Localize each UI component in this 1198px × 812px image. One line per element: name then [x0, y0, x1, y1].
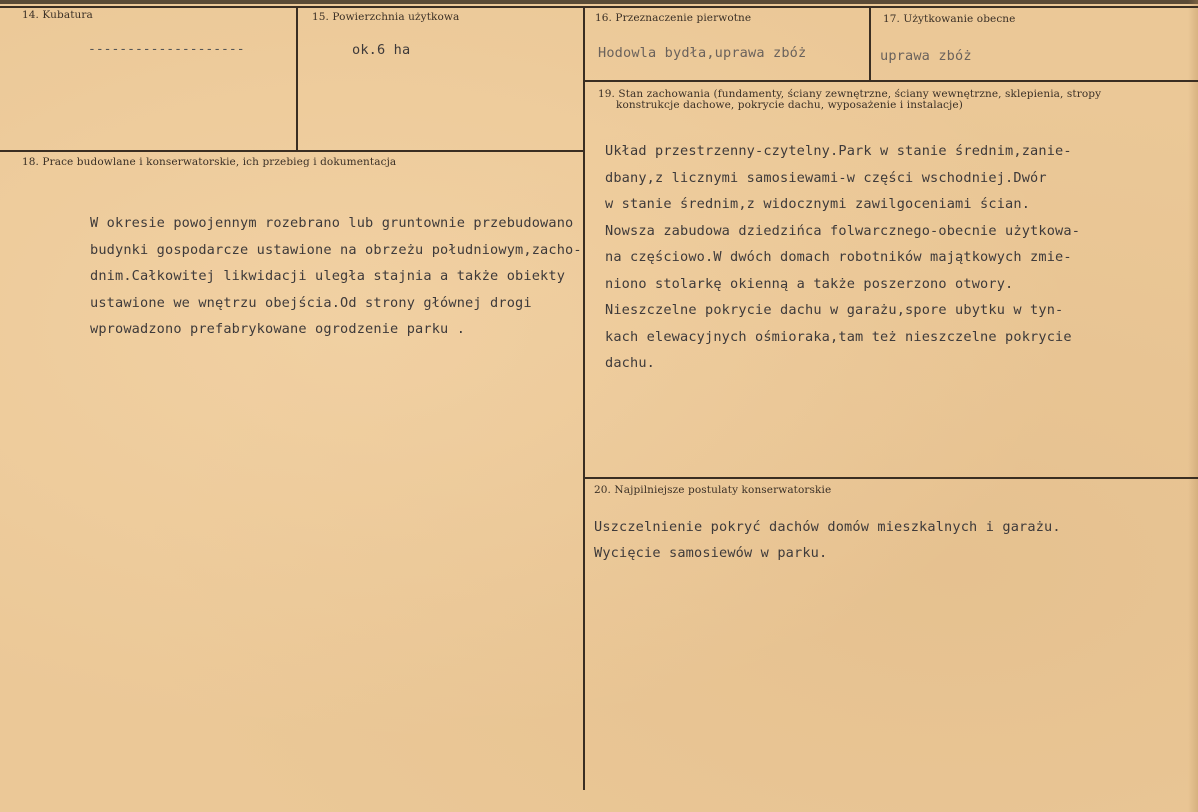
rule-above-20 [584, 477, 1198, 479]
field-19-line: w stanie średnim,z widocznymi zawilgoceniami ścian. [605, 196, 1031, 212]
field-16-label: 16. Przeznaczenie pierwotne [595, 12, 752, 24]
field-19-line: na częściowo.W dwóch domach robotników majątkowych zmie- [605, 249, 1072, 265]
field-18-line: dnim.Całkowitej likwidacji uległa stajnia a także obiekty [90, 268, 566, 284]
field-16-value: Hodowla bydła,uprawa zbóż [598, 45, 807, 61]
divider-14-15 [296, 6, 298, 150]
field-17-label: 17. Użytkowanie obecne [883, 13, 1016, 25]
field-19-line: dbany,z licznymi samosiewami-w części wschodniej.Dwór [605, 169, 1047, 186]
field-18-line: wprowadzono prefabrykowane ogrodzenie parku . [90, 321, 466, 337]
divider-16-17 [869, 6, 871, 80]
field-19-line: Nieszczelne pokrycie dachu w garażu,spore ubytku w tyn- [605, 302, 1064, 318]
card-right-edge [1188, 0, 1198, 812]
field-17-value: uprawa zbóż [880, 48, 972, 64]
field-19-line: niono stolarkę okienną a także poszerzono otwory. [605, 275, 1014, 292]
field-19-line: Układ przestrzenny-czytelny.Park w stanie średnim,zanie- [605, 143, 1072, 159]
field-20-text [594, 514, 1061, 566]
field-14-value: -------------------- [88, 42, 245, 57]
field-18-text [90, 210, 582, 343]
field-20-line: Uszczelnienie pokryć dachów domów mieszkalnych i garażu. [594, 519, 1061, 535]
rule-above-19 [584, 80, 1198, 82]
field-20-line: Wycięcie samosiewów w parku. [594, 545, 828, 561]
field-18-line: ustawione we wnętrzu obejścia.Od strony głównej drogi [90, 294, 532, 311]
field-19-line: kach elewacyjnych ośmioraka,tam też nieszczelne pokrycie [605, 328, 1072, 345]
field-14-label: 14. Kubatura [22, 9, 93, 21]
field-18-line: budynki gospodarcze ustawione na obrzeżu południowym,zacho- [90, 241, 582, 258]
rule-above-18 [0, 150, 584, 152]
row1-top-rule [0, 6, 1198, 8]
field-19-line: Nowsza zabudowa dziedzińca folwarcznego-obecnie użytkowa- [605, 222, 1081, 239]
divider-15-16 [583, 6, 585, 790]
field-15-label: 15. Powierzchnia użytkowa [312, 11, 460, 23]
field-20-label: 20. Najpilniejsze postulaty konserwatorskie [594, 484, 832, 496]
field-19-line: dachu. [605, 355, 656, 371]
field-15-value: ok.6 ha [352, 42, 411, 58]
field-18-label: 18. Prace budowlane i konserwatorskie, ich przebieg i dokumentacja [22, 156, 397, 168]
card-top-border [0, 0, 1198, 4]
field-19-label-line2: konstrukcje dachowe, pokrycie dachu, wyposażenie i instalacje) [616, 99, 963, 111]
field-18-line: W okresie powojennym rozebrano lub gruntownie przebudowano [90, 215, 574, 231]
field-19-text [605, 138, 1080, 377]
field-19-label-line1: 19. Stan zachowania (fundamenty, ściany zewnętrzne, ściany wewnętrzne, sklepienia, stropy [598, 88, 1102, 100]
